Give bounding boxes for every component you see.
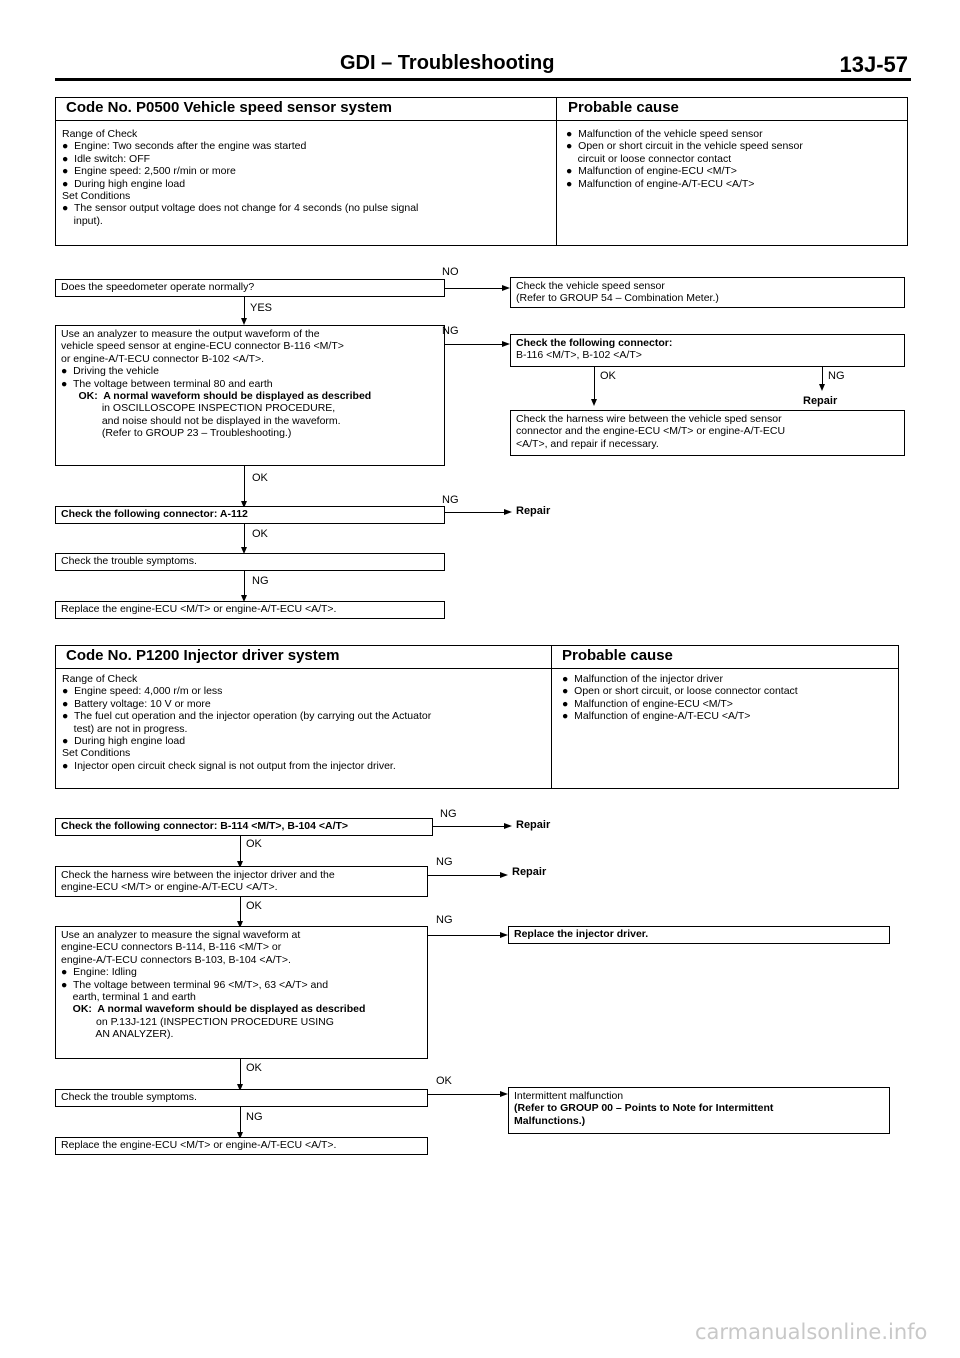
cause-line: ● Malfunction of the injector driver (562, 673, 723, 685)
branch-label: OK (252, 528, 268, 540)
page-number: 13J-57 (839, 52, 908, 77)
arrow-right-icon (500, 1091, 508, 1097)
range-line: Range of Check (62, 128, 138, 140)
step-check-connector-a112 (55, 506, 445, 524)
repair-label: Repair (516, 819, 551, 831)
range-line: ● The fuel cut operation and the injector operation (by carrying out the Actuator (62, 710, 432, 723)
connector-line (240, 1059, 241, 1085)
cause-line: ● Malfunction of engine-ECU <M/T> (566, 165, 737, 178)
connector-line (244, 466, 245, 502)
repair-label: Repair (803, 395, 838, 407)
result-text: Malfunctions.) (514, 1114, 586, 1127)
step-text: or engine-A/T-ECU connector B-102 <A/T>. (61, 352, 265, 365)
code-p0500-table (55, 97, 908, 246)
cause-list (562, 673, 798, 723)
branch-label: OK (600, 370, 616, 382)
range-line: ● Injector open circuit check signal is not output from the injector driver. (62, 759, 396, 772)
arrow-right-icon (504, 823, 512, 829)
connector-line (445, 512, 505, 513)
range-line: Set Conditions (62, 190, 131, 203)
cause-line: ● Malfunction of the vehicle speed sensor (566, 128, 763, 140)
range-of-check (62, 128, 418, 227)
range-line: test) are not in progress. (62, 722, 188, 735)
branch-label: NG (246, 1111, 263, 1123)
range-line: ● During high engine load (62, 735, 186, 748)
connector-line (240, 1107, 241, 1133)
step-text: ● Engine: Idling (61, 966, 137, 979)
step-text: vehicle speed sensor at engine-ECU connector B-116 <M/T> (61, 340, 344, 353)
step-check-trouble-symptoms (55, 553, 445, 571)
step-text: Replace the engine-ECU <M/T> or engine-A/T-ECU <A/T>. (61, 1139, 337, 1151)
step-replace-ecu (55, 601, 445, 619)
arrow-right-icon (500, 932, 508, 938)
arrow-right-icon (502, 341, 510, 347)
step-text: engine-ECU connectors B-114, B-116 <M/T> or (61, 941, 282, 954)
branch-label: OK (436, 1075, 452, 1087)
branch-label: NG (252, 575, 269, 587)
connector-line (428, 935, 501, 936)
cause-line: ● Open or short circuit, or loose connector contact (562, 685, 798, 698)
connector-line (240, 897, 241, 922)
range-line: ● Engine speed: 2,500 r/min or more (62, 165, 236, 178)
branch-label: NG (442, 325, 459, 337)
branch-label: NO (442, 266, 459, 278)
branch-label: OK (246, 838, 262, 850)
page-title: GDI – Troubleshooting (340, 52, 555, 74)
range-line: ● Engine: Two seconds after the engine was started (62, 140, 307, 153)
step-text: OK: A normal waveform should be displayed as described (61, 1003, 366, 1016)
result-check-speed-sensor (510, 277, 905, 308)
branch-label: NG (828, 370, 845, 382)
connector-line (428, 875, 501, 876)
watermark: carmanualsonline.info (695, 1320, 928, 1344)
step-text: (Refer to GROUP 23 – Troubleshooting.) (61, 427, 292, 440)
connector-line (445, 288, 503, 289)
step-text: Check the following connector: A-112 (61, 508, 248, 520)
result-intermittent-malfunction (508, 1087, 890, 1134)
branch-label: OK (246, 1062, 262, 1074)
step-text: Use an analyzer to measure the output waveform of the (61, 328, 320, 340)
branch-label: NG (440, 808, 457, 820)
connector-line (244, 524, 245, 548)
step-text: OK: A normal waveform should be displayed as described (61, 390, 372, 403)
probable-cause-title: Probable cause (562, 647, 673, 664)
repair-label: Repair (512, 866, 547, 878)
step-text: and noise should not be displayed in the waveform. (61, 414, 341, 427)
arrow-down-icon (241, 318, 247, 325)
connector-line (244, 571, 245, 596)
result-text: Check the following connector: (516, 337, 673, 349)
header-rule (55, 78, 911, 81)
code-title: Code No. P0500 Vehicle speed sensor system (66, 99, 392, 116)
step-text: Check the harness wire between the injector driver and the (61, 869, 335, 881)
table-divider (556, 98, 557, 245)
connector-line (594, 367, 595, 400)
result-text: Intermittent malfunction (514, 1090, 624, 1102)
cause-list (566, 128, 803, 190)
result-text: (Refer to GROUP 54 – Combination Meter.) (516, 292, 719, 305)
result-text: connector and the engine-ECU <M/T> or engine-A/T-ECU (516, 425, 786, 438)
result-text: (Refer to GROUP 00 – Points to Note for Intermittent (514, 1102, 774, 1115)
step-text: Does the speedometer operate normally? (61, 281, 255, 293)
arrow-right-icon (504, 509, 512, 515)
branch-label: NG (436, 914, 453, 926)
probable-cause-title: Probable cause (568, 99, 679, 116)
range-line: ● Battery voltage: 10 V or more (62, 697, 211, 710)
branch-label: YES (250, 302, 273, 314)
range-line: Range of Check (62, 673, 138, 685)
connector-line (240, 836, 241, 862)
cause-line: ● Malfunction of engine-A/T-ECU <A/T> (566, 177, 755, 190)
cause-line: circuit or loose connector contact (566, 152, 732, 165)
arrow-right-icon (502, 285, 510, 291)
table-divider (551, 646, 552, 788)
step-text: ● The voltage between terminal 96 <M/T>, 63 <A/T> and (61, 978, 329, 991)
step-text: Replace the engine-ECU <M/T> or engine-A/T-ECU <A/T>. (61, 603, 337, 615)
branch-label: OK (246, 900, 262, 912)
connector-line (244, 297, 245, 320)
range-line: ● Idle switch: OFF (62, 152, 151, 165)
step-text: ● The voltage between terminal 80 and earth (61, 377, 273, 390)
connector-line (428, 1094, 501, 1095)
arrow-right-icon (500, 872, 508, 878)
range-line: ● The sensor output voltage does not change for 4 seconds (no pulse signal (62, 202, 419, 215)
step-text: earth, terminal 1 and earth (61, 991, 196, 1004)
range-line: Set Conditions (62, 747, 131, 760)
arrow-down-icon (819, 384, 825, 391)
result-check-harness (510, 410, 905, 456)
connector-line (433, 826, 505, 827)
cause-line: ● Malfunction of engine-ECU <M/T> (562, 697, 733, 710)
step-replace-ecu-2 (55, 1137, 428, 1155)
result-text: B-116 <M/T>, B-102 <A/T> (516, 349, 642, 362)
step-text: engine-A/T-ECU connectors B-103, B-104 <A/T>. (61, 953, 291, 966)
step-text: on P.13J-121 (INSPECTION PROCEDURE USING (61, 1015, 334, 1028)
step-check-injector-harness (55, 866, 428, 897)
step-speedometer (55, 279, 445, 297)
arrow-down-icon (591, 399, 597, 406)
branch-label: NG (442, 494, 459, 506)
result-text: <A/T>, and repair if necessary. (516, 437, 659, 450)
range-line: input). (62, 214, 103, 227)
step-check-trouble-symptoms-2 (55, 1089, 428, 1107)
result-text: Check the vehicle speed sensor (516, 280, 665, 292)
step-text: Use an analyzer to measure the signal waveform at (61, 929, 301, 941)
branch-label: NG (436, 856, 453, 868)
range-line: ● During high engine load (62, 177, 186, 190)
result-text: Check the harness wire between the vehicle sped sensor (516, 413, 782, 425)
step-text: ● Driving the vehicle (61, 365, 159, 378)
cause-line: ● Open or short circuit in the vehicle speed sensor (566, 140, 803, 153)
step-text: AN ANALYZER). (61, 1028, 174, 1041)
step-check-connector-b114 (55, 818, 433, 836)
connector-line (445, 344, 503, 345)
connector-line (822, 367, 823, 385)
branch-label: OK (252, 472, 268, 484)
step-text: Check the trouble symptoms. (61, 1091, 197, 1103)
result-replace-injector-driver (508, 926, 890, 944)
range-of-check (62, 673, 431, 772)
step-text: in OSCILLOSCOPE INSPECTION PROCEDURE, (61, 402, 336, 415)
step-measure-output-waveform (55, 325, 445, 466)
step-text: Check the trouble symptoms. (61, 555, 197, 567)
code-title: Code No. P1200 Injector driver system (66, 647, 340, 664)
repair-label: Repair (516, 505, 551, 517)
step-measure-signal-waveform (55, 926, 428, 1059)
range-line: ● Engine speed: 4,000 r/m or less (62, 685, 223, 698)
page-header (0, 52, 960, 76)
step-text: engine-ECU <M/T> or engine-A/T-ECU <A/T>. (61, 881, 278, 894)
code-p1200-table (55, 645, 899, 789)
result-text: Replace the injector driver. (514, 928, 649, 940)
cause-line: ● Malfunction of engine-A/T-ECU <A/T> (562, 710, 751, 723)
result-check-connector-b116 (510, 334, 905, 367)
step-text: Check the following connector: B-114 <M/T>, B-104 <A/T> (61, 820, 349, 832)
